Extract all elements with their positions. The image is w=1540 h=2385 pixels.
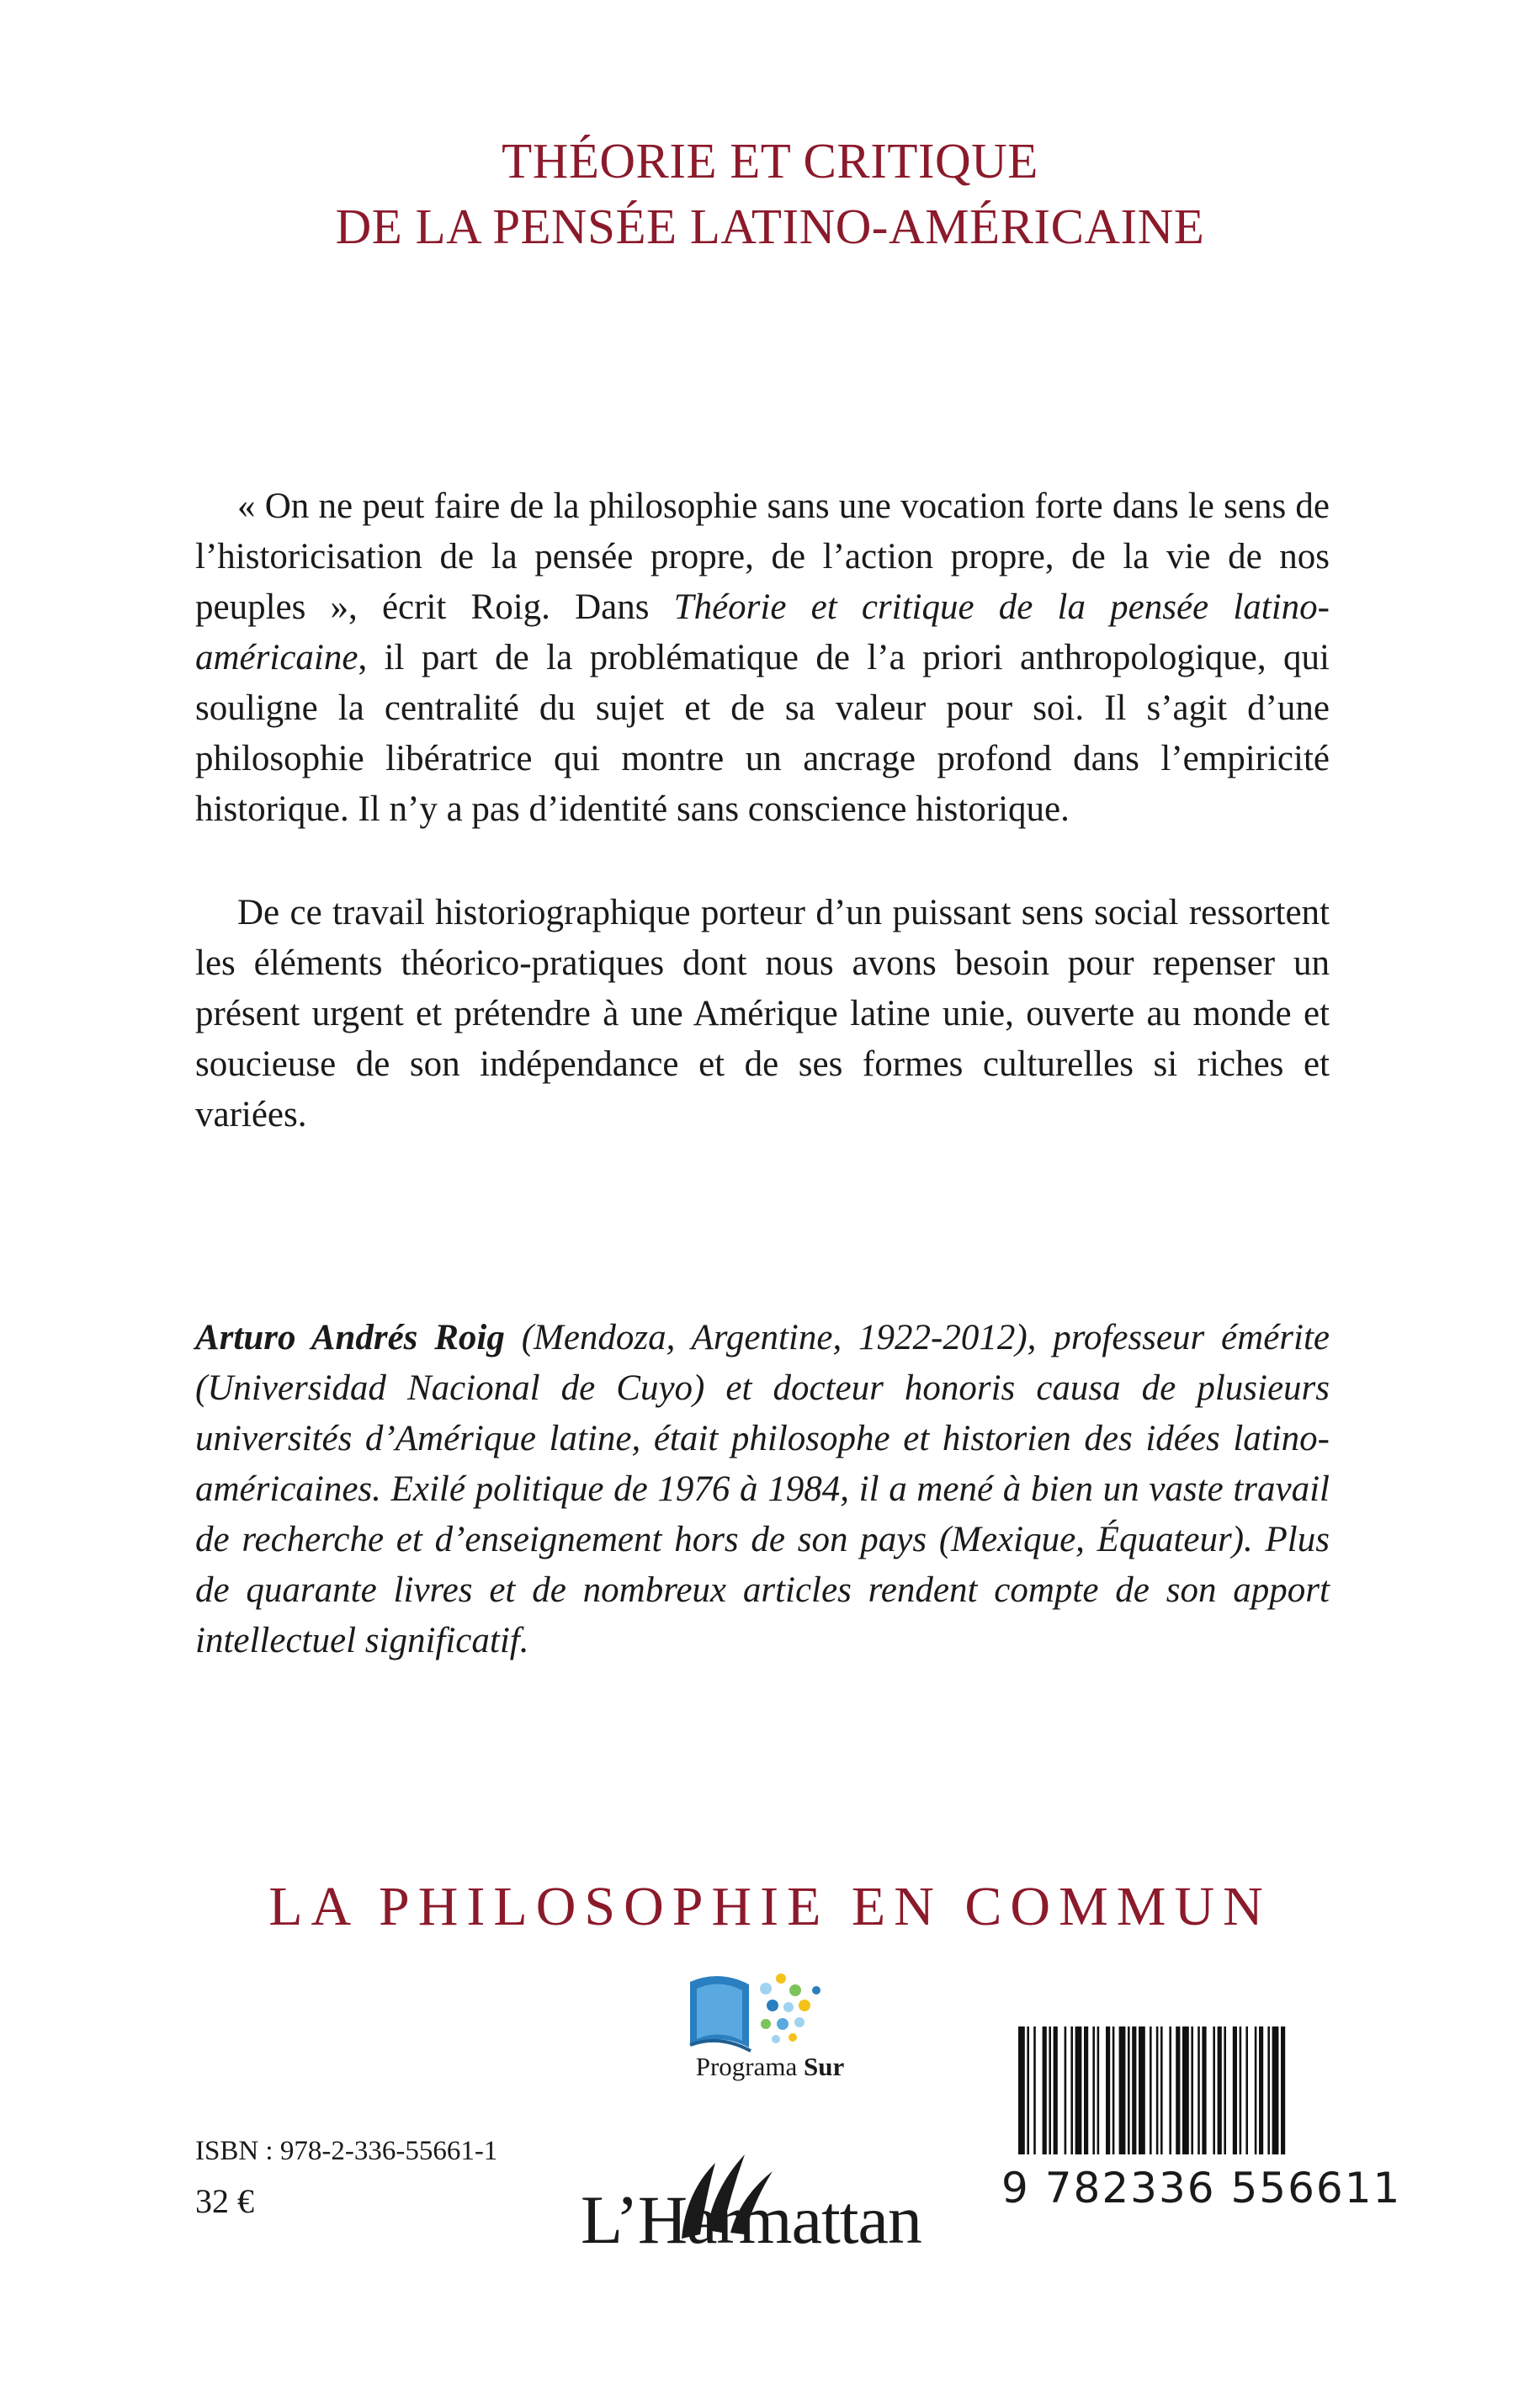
author-bio-text: (Mendoza, Argentine, 1922-2012), professeur émérite (Universidad Nacional de Cuyo) et docteur honoris causa de plusieurs universités d’Amérique latine, était philosophe et historien des idées latino-américaines. Exilé politique de 1976 à 1984, il a mené à bien un vaste travail de recherche et d’enseignement hors de son pays (Mexique, Équateur). Plus de quarante livres et de nombreux articles rendent compte de son apport intellectuel significatif.	[195, 1318, 1330, 1660]
blurb-paragraph-2	[195, 888, 1330, 1140]
programa-sur-label	[640, 2052, 900, 2082]
programa-prefix: Programa	[695, 2052, 805, 2081]
blurb-text: , il part de la problématique de l’a priori anthropologique, qui souligne la centralité du sujet et de sa valeur pour soi. Il s’agit d’une philosophie libératrice qui montre un ancrage profond dans l’empiricité historique. Il n’y a pas d’identité sans conscience historique.	[195, 638, 1330, 829]
blurb-text: De ce travail historiographique porteur d’un puissant sens social ressortent les éléments théorico-pratiques dont nous avons besoin pour repenser un présent urgent et prétendre à une Amérique latine unie, ouverte au monde et soucieuse de son indépendance et de ses formes culturelles si riches et variées.	[195, 893, 1330, 1134]
book-logo-icon	[682, 1957, 842, 2066]
book-title	[0, 128, 1540, 259]
blurb-book-title: Théorie et critique de la pensée latino-américaine	[195, 587, 1330, 677]
price: 32 €	[195, 2182, 254, 2220]
publisher-logo	[581, 2142, 934, 2260]
publisher-name: L’Harmattan	[581, 2181, 921, 2258]
programa-bold: Sur	[804, 2052, 845, 2081]
blurb-text: « On ne peut faire de la philosophie sans une vocation forte dans le sens de l’historicisation de la pensée propre, de l’action propre, de la vie de nos peuples », écrit Roig. Dans	[195, 486, 1330, 627]
barcode-digits: 9 782336 556611	[1001, 2154, 1334, 2222]
author-name: Arturo Andrés Roig	[195, 1318, 505, 1357]
blurb-paragraph-1	[195, 481, 1330, 835]
collection-name: LA PHILOSOPHIE EN COMMUN	[268, 1876, 1272, 1937]
isbn: ISBN : 978-2-336-55661-1	[195, 2136, 498, 2166]
author-bio	[195, 1313, 1330, 1666]
title-line-2: DE LA PENSÉE LATINO-AMÉRICAINE	[335, 199, 1205, 254]
title-line-1: THÉORIE ET CRITIQUE	[502, 133, 1038, 189]
